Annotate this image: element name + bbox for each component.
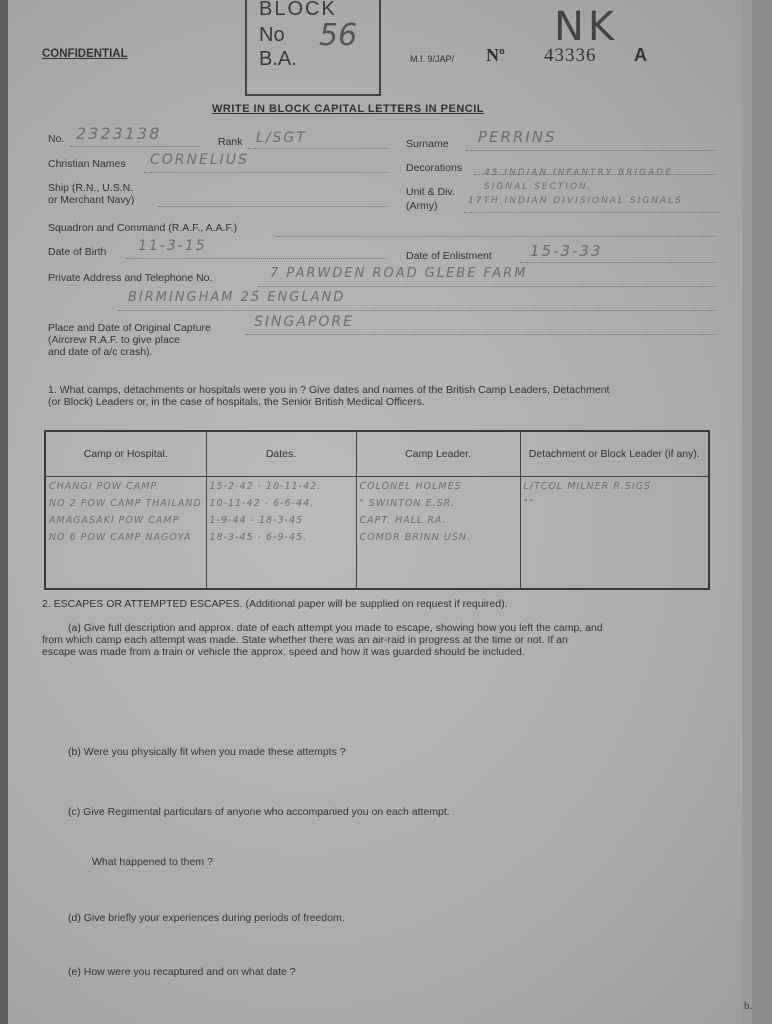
table-cell: 10-11-42 - 6-6-44. (209, 498, 315, 509)
address-label: Private Address and Telephone No. (48, 272, 213, 284)
ship-label-1: Ship (R.N., U.S.N. (48, 182, 134, 194)
form-letter: A (634, 45, 647, 65)
dob-label: Date of Birth (48, 246, 107, 258)
form-number: 43336 (544, 45, 597, 66)
rank-label: Rank (218, 136, 243, 148)
table-cell: " SWINTON E.SR. (359, 498, 456, 509)
question-2c: (c) Give Regimental particulars of anyone who accompanied you on each attempt. (68, 806, 450, 818)
question-1-line-2: (or Block) Leaders or, in the case of hospitals, the Senior British Medical Officers. (48, 396, 425, 408)
camps-header-leader: Camp Leader. (356, 431, 520, 477)
table-cell: COMDR BRINN USN. (359, 532, 472, 543)
ship-label-2: or Merchant Navy) (48, 194, 135, 206)
table-cell (524, 532, 707, 549)
camps-column-camp (45, 477, 206, 590)
underlying-page-edge-2 (752, 0, 772, 1024)
unit-value-2: SIGNAL SECTION. (484, 182, 593, 192)
address-value-1: 7 PARWDEN ROAD GLEBE FARM (270, 266, 528, 281)
camps-table (44, 430, 710, 590)
stamp-block: BLOCK (259, 0, 337, 20)
capture-label-3: and date of a/c crash). (48, 346, 153, 358)
unit-value-3: 17TH INDIAN DIVISIONAL SIGNALS (468, 196, 683, 206)
underlying-page-edge (742, 0, 752, 1024)
capture-label-2: (Aircrew R.A.F. to give place (48, 334, 180, 346)
question-2-heading: 2. ESCAPES OR ATTEMPTED ESCAPES. (Additional paper will be supplied on request if required). (42, 598, 508, 610)
table-cell: L/TCOL MILNER R.SIGS (523, 481, 652, 492)
question-2a-line-1: (a) Give full description and approx. date of each attempt you made to escape, showing how you left the camp, and (68, 622, 603, 634)
form-page (8, 0, 742, 1024)
unit-label-2: (Army) (406, 200, 438, 212)
camps-header-detachment: Detachment or Block Leader (if any). (520, 431, 709, 477)
enlistment-label: Date of Enlistment (406, 250, 492, 262)
unit-label-1: Unit & Div. (406, 186, 455, 198)
camps-column-leader (356, 477, 520, 590)
instruction-heading: WRITE IN BLOCK CAPITAL LETTERS IN PENCIL (212, 103, 484, 115)
christian-names-value: CORNELIUS (150, 152, 249, 168)
table-cell: COLONEL HOLMES (359, 481, 462, 492)
stamp-no: No (259, 24, 285, 46)
question-2d: (d) Give briefly your experiences during periods of freedom. (68, 912, 345, 924)
table-cell: 15-2-42 - 10-11-42. (209, 481, 322, 492)
christian-names-label: Christian Names (48, 158, 126, 170)
camps-header-camp: Camp or Hospital. (45, 431, 206, 477)
number-label: Nº (486, 45, 505, 65)
table-cell: 18-3-45 - 6-9-45. (209, 532, 308, 543)
classification-label: CONFIDENTIAL (42, 48, 128, 60)
table-cell: "" (523, 498, 535, 509)
surname-label: Surname (406, 138, 449, 150)
decorations-label: Decorations (406, 162, 463, 174)
no-label: No. (48, 133, 65, 145)
rank-value: L/SGT (256, 130, 307, 146)
question-2a-line-2: from which camp each attempt was made. State whether there was an air-raid in progress at the time or not. If an (42, 634, 568, 646)
surname-value: PERRINS (478, 128, 557, 146)
capture-value: SINGAPORE (254, 314, 354, 330)
block-stamp (245, 0, 381, 96)
capture-label-1: Place and Date of Original Capture (48, 322, 211, 334)
camps-column-detachment (520, 477, 709, 590)
dob-value: 11-3-15 (138, 238, 207, 254)
question-2b: (b) Were you physically fit when you made these attempts ? (68, 746, 346, 758)
table-cell: 1-9-44 - 18-3-45 (209, 515, 304, 526)
camps-header-dates: Dates. (206, 431, 356, 477)
question-1-line-1: 1. What camps, detachments or hospitals were you in ? Give dates and names of the British Camp Leaders, Detachment (48, 384, 610, 396)
question-2e: (e) How were you recaptured and on what date ? (68, 966, 296, 978)
squadron-label: Squadron and Command (R.A.F., A.A.F.) (48, 222, 238, 234)
stamp-ba: B.A. (259, 48, 297, 70)
camps-column-dates (206, 477, 356, 590)
table-cell: CHANGI POW CAMP. (49, 481, 160, 492)
table-cell: NO 6 POW CAMP NAGOYA (49, 532, 192, 543)
table-cell (524, 515, 707, 532)
edge-letter: b. (744, 1000, 753, 1012)
address-value-2: BIRMINGHAM 25 ENGLAND (128, 290, 346, 305)
stamp-number: 56 (319, 18, 358, 53)
form-ref: M.I. 9/JAP/ (410, 54, 455, 64)
table-cell: AMAGASAKI POW CAMP (49, 515, 180, 526)
unit-value-1: 45 INDIAN INFANTRY BRIGADE (484, 168, 673, 178)
no-value: 2323138 (76, 124, 162, 143)
handwritten-corner-mark: NK (554, 4, 619, 50)
question-2c-followup: What happened to them ? (92, 856, 213, 868)
table-cell: CAPT. HALL RA. (359, 515, 447, 526)
question-2a-line-3: escape was made from a train or vehicle the approx. speed and how it was guarded should be included. (42, 646, 525, 658)
enlistment-value: 15-3-33 (530, 242, 603, 260)
table-cell: NO 2 POW CAMP THAILAND (49, 498, 202, 509)
